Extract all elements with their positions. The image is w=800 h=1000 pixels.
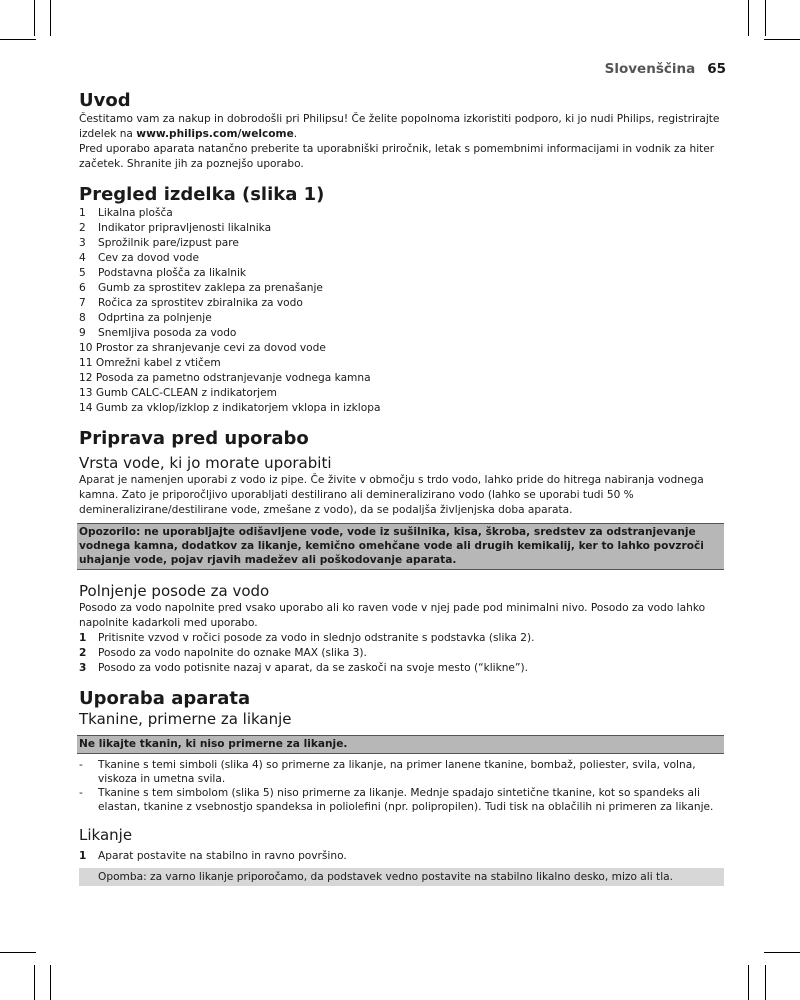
crop-mark: [764, 39, 800, 40]
fabrics-list: [79, 758, 722, 814]
list-item: 4 Cev za dovod vode: [79, 252, 200, 264]
list-item: 10 Prostor za shranjevanje cevi za dovod vode: [79, 342, 326, 354]
page-content: [79, 90, 722, 886]
fill-text: Posodo za vodo napolnite pred vsako uporabo ali ko raven vode v njej pade pod minimalni nivo. Posodo za vodo lahko napolnite kadarkoli med uporabo.: [79, 602, 706, 629]
intro-heading: Uvod: [79, 90, 131, 111]
crop-mark: [50, 965, 51, 1000]
crop-mark: [748, 0, 749, 36]
fabrics-heading: Tkanine, primerne za likanje: [79, 710, 292, 728]
list-item: 5 Podstavna plošča za likalnik: [79, 267, 247, 279]
list-item: - Tkanine s temi simboli (slika 4) so primerne za likanje, na primer lanene tkanine, bombaž, poliester, svila, volna, viskoza in umetna svila.: [79, 759, 696, 785]
list-item: 11 Omrežni kabel z vtičem: [79, 357, 221, 369]
crop-mark: [765, 965, 766, 1000]
page-header: [605, 61, 726, 81]
ironing-steps: [79, 849, 722, 864]
list-item: 6 Gumb za sprostitev zaklepa za prenašanje: [79, 282, 323, 294]
overview-heading: Pregled izdelka (slika 1): [79, 184, 325, 205]
list-item: 7 Ročica za sprostitev zbiralnika za vodo: [79, 297, 303, 309]
fill-steps: [79, 631, 722, 676]
step-item: 3 Posodo za vodo potisnite nazaj v aparat, da se zaskoči na svoje mesto (“klikne”).: [79, 662, 528, 674]
ironing-note: Opomba: za varno likanje priporočamo, da podstavek vedno postavite na stabilno likalno desko, mizo ali tla.: [79, 868, 724, 886]
usage-heading: Uporaba aparata: [79, 688, 251, 709]
fill-heading: Polnjenje posode za vodo: [79, 582, 270, 600]
crop-mark: [764, 952, 800, 953]
list-item: 8 Odprtina za polnjenje: [79, 312, 212, 324]
intro-text-a: Čestitamo vam za nakup in dobrodošli pri Philipsu! Če želite popolnoma izkoristiti podporo, ki jo nudi Philips, registrirajte izdelek na: [79, 113, 720, 140]
water-warning: Opozorilo: ne uporabljajte odišavljene vode, vode iz sušilnika, kisa, škroba, sredstev za odstranjevanje vodnega kamna, dodatkov za likanje, kemično omehčane vode ali drugih kemikalij, ker to lahko povzroči uhajanje vode, pojav rjavih madežev ali poškodovanje aparata.: [77, 523, 724, 570]
water-type-text: Aparat je namenjen uporabi z vodo iz pipe. Če živite v območju s trdo vodo, lahko pride do hitrega nabiranja vodnega kamna. Zato je priporočljivo uporabljati destilirano ali demineralizirano vodo (lahko se uporabi tudi 50 % demineralizirane/destilirane vode, zmešane z vodo), da se podaljša življenjska doba aparata.: [79, 474, 704, 516]
step-item: 2 Posodo za vodo napolnite do oznake MAX (slika 3).: [79, 647, 367, 659]
fabrics-warning: Ne likajte tkanin, ki niso primerne za likanje.: [77, 735, 724, 754]
crop-mark: [765, 0, 766, 36]
crop-mark: [34, 0, 35, 36]
intro-paragraph-2: Pred uporabo aparata natančno preberite ta uporabniški priročnik, letak s pomembnimi informacijami in vodnik za hiter začetek. Shranite jih za poznejšo uporabo.: [79, 143, 715, 170]
step-item: 1 Aparat postavite na stabilno in ravno površino.: [79, 850, 347, 862]
parts-list: [79, 206, 722, 416]
list-item: 2 Indikator pripravljenosti likalnika: [79, 222, 272, 234]
list-item: 9 Snemljiva posoda za vodo: [79, 327, 237, 339]
list-item: - Tkanine s tem simbolom (slika 5) niso primerne za likanje. Mednje spadajo sintetične tkanine, kot so spandeks ali elastan, tkanine z vsebnostjo spandeksa in poliolefini (npr. polipropilen). Tudi tisk na oblačilih ni primeren za likanje.: [79, 787, 714, 813]
water-type-heading: Vrsta vode, ki jo morate uporabiti: [79, 454, 332, 472]
crop-mark: [0, 39, 36, 40]
crop-mark: [50, 0, 51, 36]
preparation-heading: Priprava pred uporabo: [79, 428, 309, 449]
intro-paragraph: [79, 112, 722, 142]
intro-text-b: .: [293, 128, 298, 140]
step-item: 1 Pritisnite vzvod v ročici posode za vodo in slednjo odstranite s podstavka (slika 2).: [79, 632, 535, 644]
page-number: 65: [707, 61, 726, 77]
list-item: 3 Sprožilnik pare/izpust pare: [79, 237, 239, 249]
welcome-link[interactable]: www.philips.com/welcome: [136, 128, 294, 140]
ironing-heading: Likanje: [79, 826, 133, 844]
list-item: 1 Likalna plošča: [79, 207, 173, 219]
list-item: 14 Gumb za vklop/izklop z indikatorjem vklopa in izklopa: [79, 402, 381, 414]
list-item: 13 Gumb CALC-CLEAN z indikatorjem: [79, 387, 277, 399]
crop-mark: [748, 965, 749, 1000]
list-item: 12 Posoda za pametno odstranjevanje vodnega kamna: [79, 372, 371, 384]
crop-mark: [0, 952, 36, 953]
crop-mark: [34, 965, 35, 1000]
header-language: Slovenščina: [604, 61, 696, 77]
